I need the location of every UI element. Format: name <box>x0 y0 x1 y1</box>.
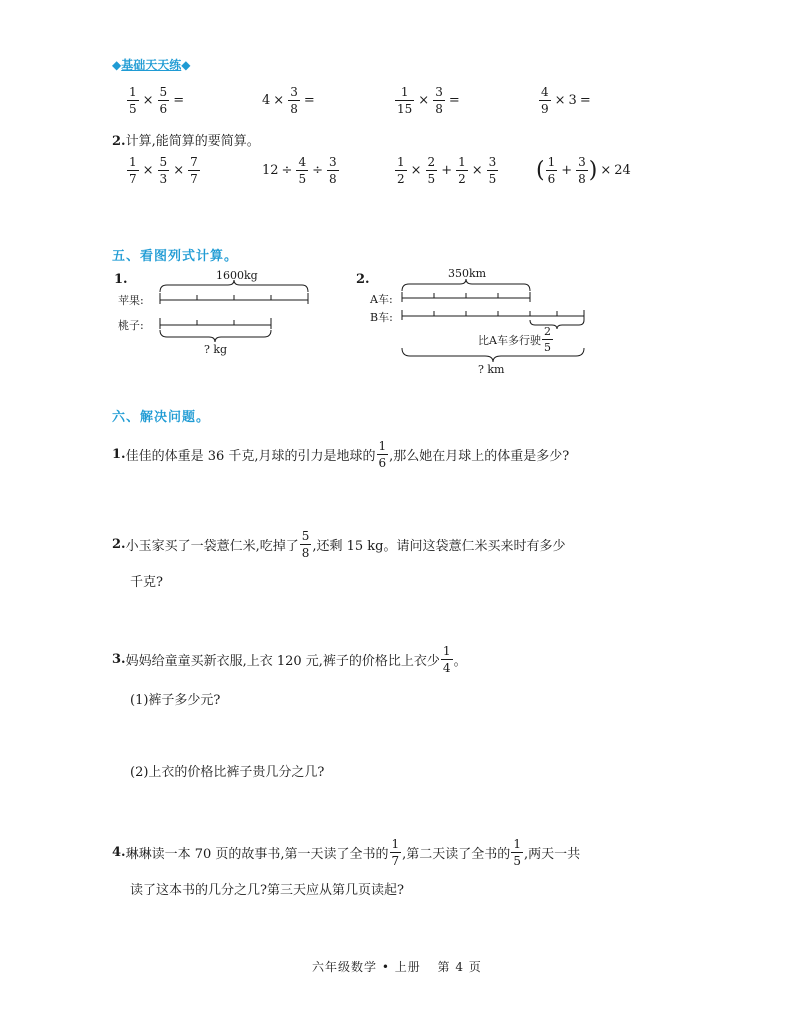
fraction: $\frac{3}{8}$ <box>435 85 443 116</box>
fraction: $\frac{1}{2}$ <box>397 155 405 186</box>
fraction: $\frac{1}{5}$ <box>129 85 137 116</box>
problem-4: 4. 琳琳读一本 70 页的故事书,第一天读了全书的 $\frac{1}{7}$ ,第二天读了全书的 $\frac{1}{5}$ ,两天一共 <box>112 837 581 868</box>
diamond-icon: ◆ <box>181 58 191 72</box>
diagram-2-question: ? km <box>478 363 505 376</box>
fraction: $\frac{1}{6}$ <box>547 155 556 186</box>
fraction: $\frac{3}{8}$ <box>329 155 337 186</box>
diagram-1-total: 1600kg <box>216 269 258 282</box>
expression-2-4: ( $\frac{1}{6}$ + $\frac{3}{8}$ ) × 24 <box>536 155 631 186</box>
expression-1-3: $\frac{1}{15}$ × $\frac{3}{8}$ = <box>397 85 460 116</box>
diagram-2-bottom-brace <box>402 348 584 362</box>
fraction: $\frac{7}{7}$ <box>190 155 198 186</box>
diagram-2-row-b: B车: <box>370 311 393 324</box>
expression-2-3: $\frac{1}{2}$ × $\frac{2}{5}$ + $\frac{1}{2}$ × $\frac{3}{5}$ <box>397 155 497 186</box>
practice-tag: ◆基础天天练◆ <box>112 58 191 72</box>
fraction: $\frac{3}{8}$ <box>578 155 586 186</box>
expression-1-1: $\frac{1}{5}$ × $\frac{5}{6}$ = <box>129 85 185 116</box>
fraction: $\frac{1}{7}$ <box>129 155 137 186</box>
fraction: $\frac{1}{5}$ <box>513 837 521 868</box>
diamond-icon: ◆ <box>112 58 122 72</box>
fraction: $\frac{5}{3}$ <box>159 155 168 186</box>
fraction: $\frac{1}{4}$ <box>442 644 451 675</box>
diagram-2-note: 比A车多行驶 $\frac{2}{5}$ <box>478 325 551 354</box>
diagram-1-question: ? kg <box>204 343 228 356</box>
problem-1: 1. 佳佳的体重是 36 千克,月球的引力是地球的 $\frac{1}{6}$ ,那么她在月球上的体重是多少? <box>112 439 570 470</box>
page-footer <box>312 958 482 975</box>
problem-3-sub-2: (2)上衣的价格比裤子贵几分之几? <box>130 765 325 780</box>
fraction: $\frac{3}{8}$ <box>290 85 298 116</box>
section-5-title: 五、看图列式计算。 <box>112 249 239 264</box>
problem-4-continued: 读了这本书的几分之几?第三天应从第几页读起? <box>130 883 404 898</box>
fraction: $\frac{3}{5}$ <box>488 155 497 186</box>
problem-3: 3. 妈妈给童童买新衣服,上衣 120 元,裤子的价格比上衣少 $\frac{1}{4}$ 。 <box>112 644 467 675</box>
expression-2-2: 12 ÷ $\frac{4}{5}$ ÷ $\frac{3}{8}$ <box>262 155 337 186</box>
problem-2-continued: 千克? <box>130 575 163 590</box>
fraction: $\frac{2}{5}$ <box>427 155 436 186</box>
expression-2-1: $\frac{1}{7}$ × $\frac{5}{3}$ × $\frac{7}{7}$ <box>129 155 198 186</box>
diagram-1-row-apple: 苹果: <box>118 294 144 307</box>
diagram-2-total: 350km <box>448 267 487 280</box>
diagram-2-extra-brace <box>530 320 584 329</box>
fraction: $\frac{5}{6}$ <box>159 85 168 116</box>
fraction: $\frac{5}{8}$ <box>301 529 310 560</box>
footer-book: 六年级数学 • 上册 <box>312 960 421 974</box>
diagram-1-row-peach: 桃子: <box>118 319 144 332</box>
fraction: $\frac{1}{15}$ <box>397 85 413 116</box>
fraction: $\frac{4}{9}$ <box>541 85 549 116</box>
expression-1-2: 4 × $\frac{3}{8}$ = <box>262 85 315 116</box>
section-6-title: 六、解决问题。 <box>112 410 211 425</box>
fraction: $\frac{1}{2}$ <box>458 155 466 186</box>
diagram-2-label: 2. <box>356 272 370 287</box>
fraction: $\frac{1}{7}$ <box>391 837 400 868</box>
diagram-2-row-a: A车: <box>370 293 393 306</box>
question-2: 2.计算,能简算的要简算。 <box>112 134 260 149</box>
diagram-1-label: 1. <box>114 272 128 287</box>
problem-2: 2. 小玉家买了一袋薏仁米,吃掉了 $\frac{5}{8}$ ,还剩 15 kg。请问这袋薏仁米买来时有多少 <box>112 529 566 560</box>
fraction: $\frac{2}{5}$ <box>543 325 551 354</box>
fraction: $\frac{1}{6}$ <box>378 439 387 470</box>
diagram-2-top-brace <box>402 279 530 291</box>
fraction: $\frac{4}{5}$ <box>298 155 307 186</box>
problem-3-sub-1: (1)裤子多少元? <box>130 693 221 708</box>
expression-1-4: $\frac{4}{9}$ × 3 = <box>541 85 591 116</box>
footer-page: 第 4 页 <box>437 960 482 974</box>
